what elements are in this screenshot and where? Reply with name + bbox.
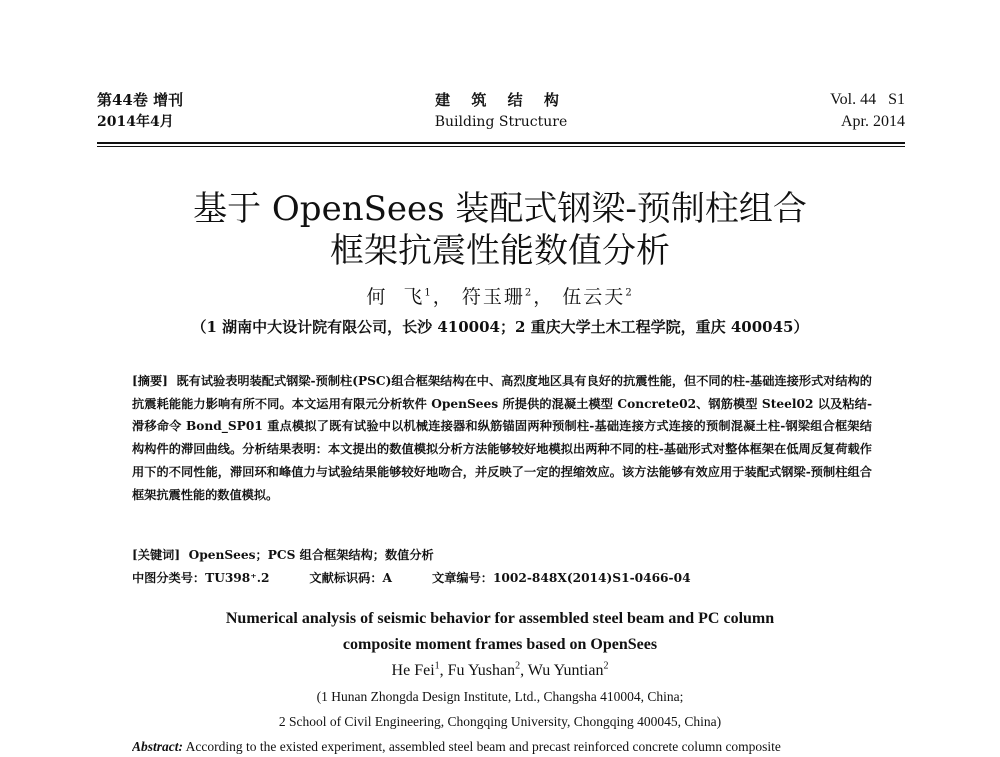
author-separator: ， <box>533 286 555 308</box>
author-list-cn <box>0 284 1000 310</box>
author-name: 符玉珊 <box>461 286 525 308</box>
article-number-label: 文章编号： <box>432 571 493 585</box>
abstract-en-label: Abstract: <box>132 739 184 754</box>
paper-title-line1: 基于 OpenSees 装配式钢梁-预制柱组合 <box>193 189 807 229</box>
author-name: 何 飞 <box>366 286 425 308</box>
abstract-en-text: According to the existed experiment, assembled steel beam and precast reinforced concrete column composite <box>185 739 781 754</box>
clc-value: TU398⁺.2 <box>205 571 270 585</box>
header-volume-info <box>830 89 905 133</box>
affiliation-cn: （1 湖南中大设计院有限公司，长沙 410004；2 重庆大学土木工程学院，重庆 400045） <box>191 318 809 336</box>
header-journal-name <box>97 89 905 133</box>
header-date-cn: 2014年4月 <box>97 114 174 130</box>
paper-title-line2: 框架抗震性能数值分析 <box>330 231 670 271</box>
abstract-label: [摘要] <box>132 374 168 388</box>
author-name-en: He Fei <box>391 662 435 679</box>
author-separator: , <box>439 662 448 679</box>
clc-label: 中图分类号： <box>132 571 206 585</box>
header-rule-thick <box>97 142 905 144</box>
author-affil-mark: 2 <box>515 660 521 672</box>
author-affil-mark: 2 <box>603 660 609 672</box>
author-affil-mark: 1 <box>434 660 440 672</box>
header-volume-cn: 第44卷 增刊 <box>97 91 184 109</box>
paper-title-en-line1: Numerical analysis of seismic behavior for assembled steel beam and PC column <box>225 610 775 627</box>
affiliation-en-line1: (1 Hunan Zhongda Design Institute, Ltd., Changsha 410004, China; <box>316 689 684 704</box>
article-number-value: 1002-848X(2014)S1-0466-04 <box>492 571 691 585</box>
keywords-label: [关键词] <box>132 548 181 562</box>
header-volume-en: Vol. 44 S1 <box>830 91 905 108</box>
keywords-cn <box>132 544 872 566</box>
doc-code-value: A <box>382 571 393 585</box>
abstract-en <box>132 737 872 757</box>
affiliation-en-line2: 2 School of Civil Engineering, Chongqing University, Chongqing 400045, China) <box>278 714 722 729</box>
author-separator: ， <box>432 286 454 308</box>
author-name: 伍云天 <box>562 286 626 308</box>
author-affil-mark: 2 <box>625 287 634 299</box>
keywords-text: OpenSees；PCS 组合框架结构；数值分析 <box>188 548 434 562</box>
doc-code-label: 文献标识码： <box>309 571 383 585</box>
author-list-en <box>0 659 1000 683</box>
paper-title-en-line2: composite moment frames based on OpenSees <box>342 636 658 653</box>
author-separator: , <box>520 662 528 679</box>
author-name-en: Wu Yuntian <box>527 662 604 679</box>
running-header <box>97 89 905 137</box>
abstract-cn <box>132 370 872 506</box>
header-date-en: Apr. 2014 <box>841 113 905 130</box>
author-name-en: Fu Yushan <box>447 662 516 679</box>
abstract-text: 既有试验表明装配式钢梁-预制柱(PSC)组合框架结构在中、高烈度地区具有良好的抗震性能，但不同的柱-基础连接形式对结构的抗震耗能能力影响有所不同。本文运用有限元分析软件 OpenSees 所提供的混凝土模型 Concrete02、钢筋模型 Steel02 以及粘结-滑移命令 Bond_SP01 重点模拟了既有试验中以机械连接器和纵筋锚固两种预制柱-基础连接方式连接的预制混凝土柱-钢梁组合框架结构构件的滞回曲线。分析结果表明：本文提出的数值模拟分析方法能够较好地模拟出两种不同的柱-基础形式对整体框架在低周反复荷载作用下的不同性能，滞回环和峰值力与试验结果能够较好地吻合，并反映了一定的捏缩效应。该方法能够有效应用于装配式钢梁-预制柱组合框架抗震性能的数值模拟。 <box>132 374 872 502</box>
author-affil-mark: 2 <box>524 287 534 299</box>
author-affil-mark: 1 <box>424 287 433 299</box>
journal-name-en: Building Structure <box>434 114 568 130</box>
journal-name-cn: 建 筑 结 构 <box>435 91 567 109</box>
classification-line <box>132 567 872 589</box>
header-rule-thin <box>97 146 905 147</box>
